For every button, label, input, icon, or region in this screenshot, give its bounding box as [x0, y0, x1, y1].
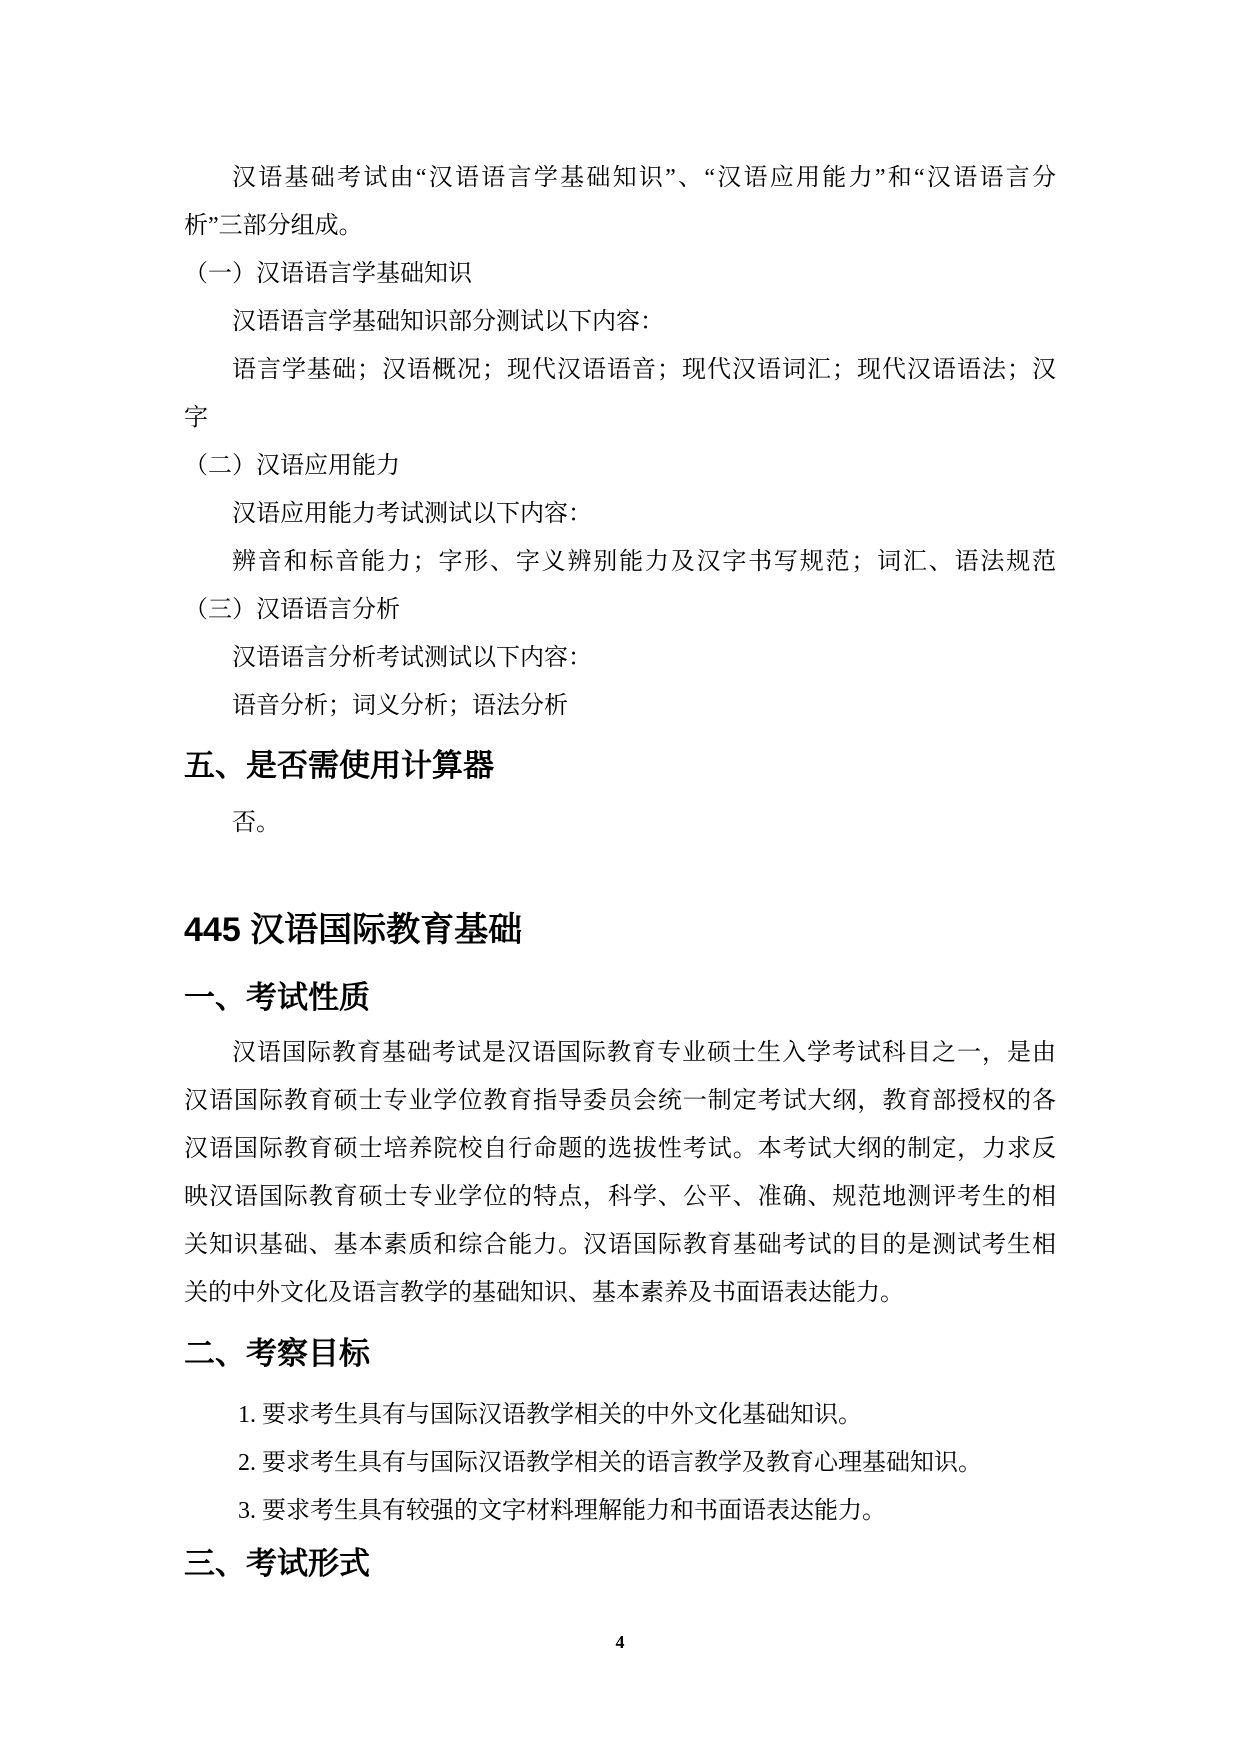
part-1-heading: （一）汉语语言学基础知识 — [184, 261, 472, 287]
objective-item: 3. 要求考生具有较强的文字材料理解能力和书面语表达能力。 — [238, 1498, 886, 1524]
exam-nature-line: 汉语国际教育基础考试是汉语国际教育专业硕士生入学考试科目之一，是由 — [232, 1040, 1056, 1066]
composition-paragraph-line: 汉语基础考试由“汉语语言学基础知识”、“汉语应用能力”和“汉语语言分 — [232, 165, 1056, 191]
part-3-intro: 汉语语言分析考试测试以下内容： — [232, 645, 592, 671]
part-1-content-line: 语言学基础；汉语概况；现代汉语语音；现代汉语词汇；现代汉语语法；汉 — [232, 357, 1056, 383]
exam-nature-heading: 一、考试性质 — [184, 980, 370, 1015]
composition-paragraph-line: 析”三部分组成。 — [184, 213, 363, 239]
objectives-heading: 二、考察目标 — [184, 1336, 370, 1371]
exam-nature-line: 汉语国际教育硕士专业学位教育指导委员会统一制定考试大纲，教育部授权的各 — [184, 1088, 1056, 1114]
section-445-title: 445 汉语国际教育基础 — [184, 911, 523, 949]
part-2-intro: 汉语应用能力考试测试以下内容： — [232, 501, 592, 527]
objective-item: 2. 要求考生具有与国际汉语教学相关的语言教学及教育心理基础知识。 — [238, 1450, 982, 1476]
page-content — [184, 0, 1056, 1652]
part-1-content-line: 字 — [184, 405, 208, 431]
part-2-content-line: 辨音和标音能力；字形、字义辨别能力及汉字书写规范；词汇、语法规范 — [232, 549, 1056, 575]
exam-nature-line: 关的中外文化及语言教学的基础知识、基本素养及书面语表达能力。 — [184, 1280, 904, 1306]
part-2-heading: （二）汉语应用能力 — [184, 453, 400, 479]
objectives-list — [184, 1391, 1056, 1535]
objective-item: 1. 要求考生具有与国际汉语教学相关的中外文化基础知识。 — [238, 1402, 862, 1428]
page-number: 4 — [615, 1632, 625, 1652]
part-3-heading: （三）汉语语言分析 — [184, 597, 400, 623]
calculator-heading: 五、是否需使用计算器 — [184, 748, 494, 783]
calculator-answer: 否。 — [232, 810, 280, 836]
exam-nature-line: 映汉语国际教育硕士专业学位的特点，科学、公平、准确、规范地测评考生的相 — [184, 1184, 1056, 1210]
exam-nature-line: 汉语国际教育硕士培养院校自行命题的选拔性考试。本考试大纲的制定，力求反 — [184, 1136, 1056, 1162]
part-3-content-line: 语音分析；词义分析；语法分析 — [232, 693, 568, 719]
part-1-intro: 汉语语言学基础知识部分测试以下内容： — [232, 309, 664, 335]
exam-format-heading: 三、考试形式 — [184, 1546, 370, 1581]
exam-nature-line: 关知识基础、基本素质和综合能力。汉语国际教育基础考试的目的是测试考生相 — [184, 1232, 1056, 1258]
exam-nature-paragraph — [184, 1029, 1056, 1317]
